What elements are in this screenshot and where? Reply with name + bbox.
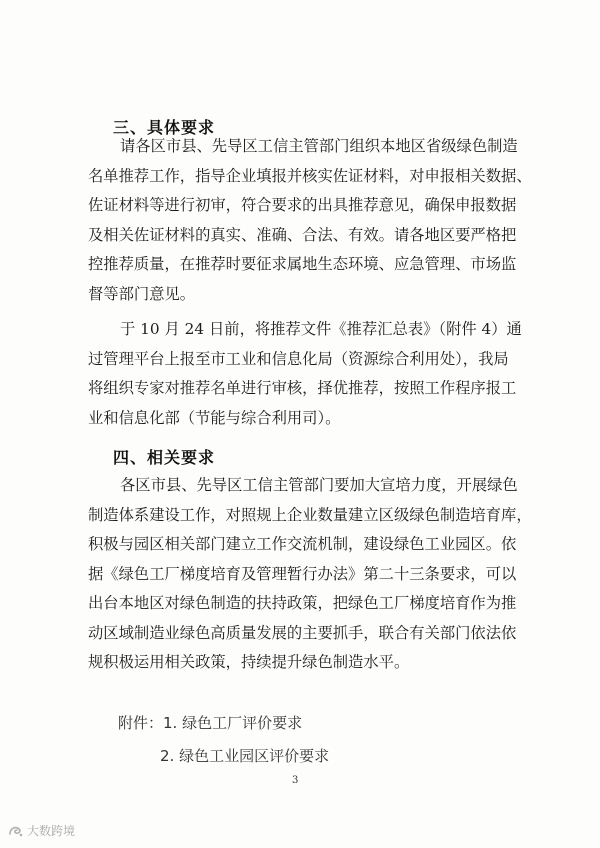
paragraph-line: 将组织专家对推荐名单进行审核，择优推荐，按照工作程序报工	[88, 379, 517, 397]
paragraph-line: 过管理平台上报至市工业和信息化局（资源综合利用处），我局	[88, 349, 509, 368]
attachment-item-2: 2. 绿色工业园区评价要求	[160, 747, 330, 765]
paragraph-line: 积极与园区相关部门建立工作交流机制，建设绿色工业园区。依	[88, 535, 517, 553]
paragraph-line: 据《绿色工厂梯度培育及管理暂行办法》第二十三条要求，可以	[88, 564, 517, 583]
paragraph-line: 业和信息化部（节能与综合利用司）。	[88, 408, 341, 427]
paragraph-line: 及相关佐证材料的真实、准确、合法、有效。请各地区要严格把	[88, 225, 517, 244]
section-4-paragraph-1	[88, 471, 532, 678]
page-number: 3	[292, 775, 299, 786]
watermark	[8, 822, 75, 839]
paragraph-line: 控推荐质量，在推荐时要征求属地生态环境、应急管理、市场监	[88, 255, 517, 273]
paragraph-line: 各区市县、先导区工信主管部门要加大宣培力度，开展绿色	[120, 476, 518, 494]
paragraph-line: 于 10 月 24 日前，将推荐文件《推荐汇总表》（附件 4）通	[120, 320, 522, 338]
section-heading-3: 三、具体要求	[113, 118, 216, 137]
paragraph-line: 出台本地区对绿色制造的扶持政策，把绿色工厂梯度培育作为推	[88, 594, 517, 612]
paragraph-line: 制造体系建设工作，对照规上企业数量建立区级绿色制造培育库，	[88, 505, 532, 524]
paragraph-line: 动区域制造业绿色高质量发展的主要抓手，联合有关部门依法依	[88, 623, 517, 642]
section-3-paragraph-2	[88, 315, 528, 433]
paragraph-line: 规积极运用相关政策，持续提升绿色制造水平。	[88, 653, 410, 671]
section-3-paragraph-1	[88, 132, 532, 309]
section-heading-4: 四、相关要求	[113, 448, 216, 467]
attachment-item-1: 附件：1. 绿色工厂评价要求	[118, 714, 303, 732]
paragraph-line: 请各区市县、先导区工信主管部门组织本地区省级绿色制造	[120, 137, 518, 155]
paragraph-line: 名单推荐工作，指导企业填报并核实佐证材料，对申报相关数据、	[88, 166, 532, 185]
logo-swirl-icon	[8, 824, 24, 838]
paragraph-line: 督等部门意见。	[88, 284, 196, 303]
paragraph-line: 佐证材料等进行初审，符合要求的出具推荐意见，确保申报数据	[88, 196, 517, 214]
watermark-text: 大数跨境	[27, 824, 76, 838]
